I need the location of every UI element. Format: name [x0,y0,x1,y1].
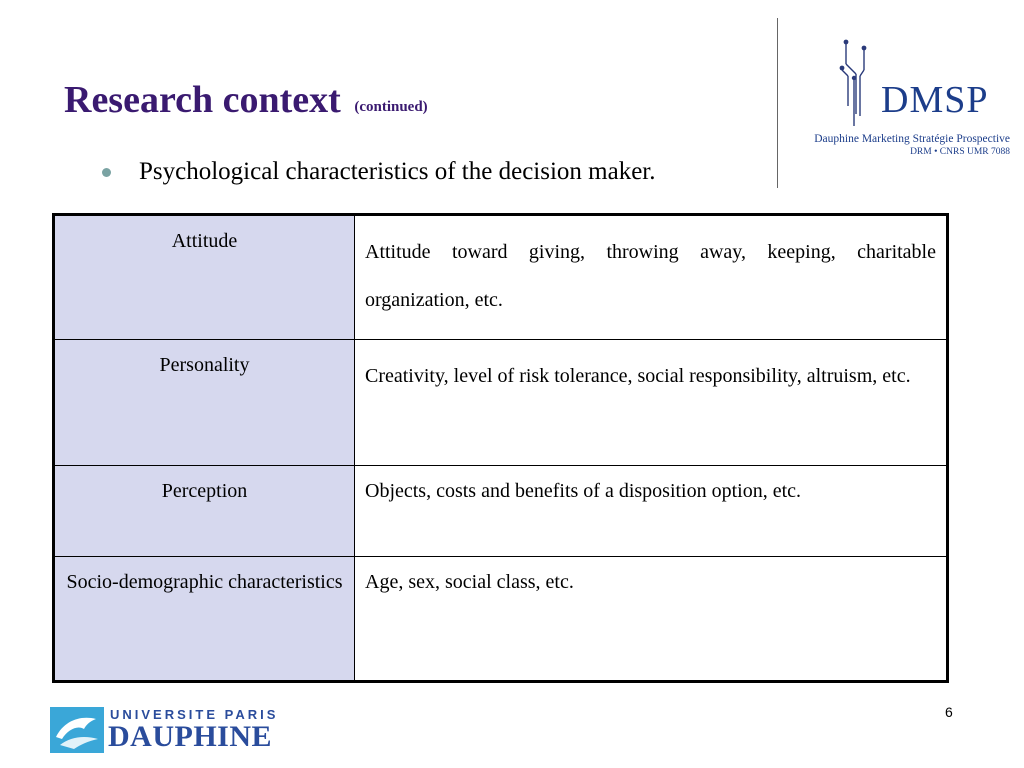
dolphin-icon [50,707,104,753]
row-label: Attitude [54,215,355,340]
row-label: Socio-demographic characteristics [54,556,355,681]
title-text: Research context [64,79,341,121]
row-description: Objects, costs and benefits of a disposition option, etc. [355,465,948,556]
dmsp-lab-line: DRM • CNRS UMR 7088 [910,147,1010,157]
dauphine-line1: UNIVERSITE PARIS [110,707,279,722]
table-row [54,340,948,465]
dauphine-logo [50,705,280,755]
row-description: Age, sex, social class, etc. [355,556,948,681]
bullet-text: Psychological characteristics of the decision maker. [139,158,656,185]
slide-title [64,78,428,122]
row-label: Perception [54,465,355,556]
table-row [54,465,948,556]
title-suffix: (continued) [354,99,428,115]
table-row [54,215,948,340]
bullet-item [102,158,656,186]
row-description: Attitude toward giving, throwing away, keeping, charitable organization, etc. [355,215,948,340]
dmsp-tagline: Dauphine Marketing Stratégie Prospective [814,133,1010,145]
page-number: 6 [945,704,953,720]
dauphine-line2: DAUPHINE [108,720,273,753]
dmsp-circuit-icon [784,36,884,126]
row-description: Creativity, level of risk tolerance, social responsibility, altruism, etc. [355,340,948,465]
dmsp-logo [784,36,1014,166]
table-row [54,556,948,681]
header-divider [777,18,778,188]
dmsp-wordmark: DMSP [881,79,989,121]
bullet-dot-icon [102,168,111,177]
row-label: Personality [54,340,355,465]
context-table [52,213,949,683]
